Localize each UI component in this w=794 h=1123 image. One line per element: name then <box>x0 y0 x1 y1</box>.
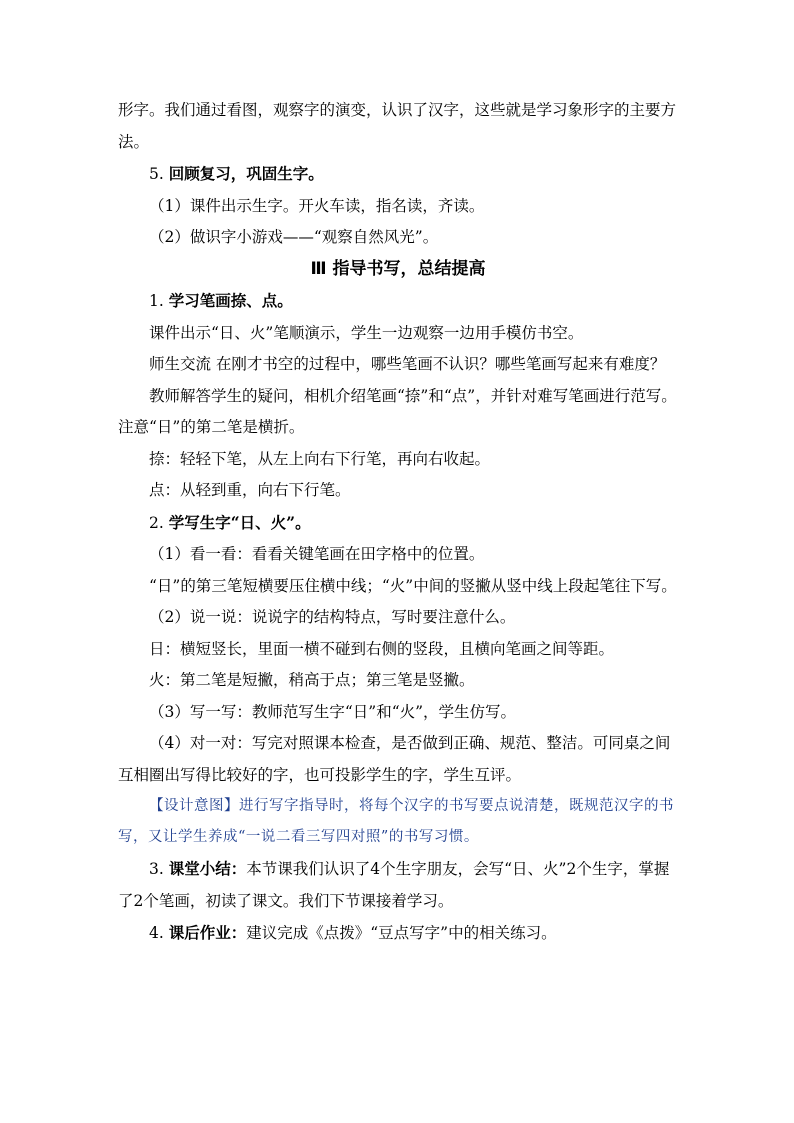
numbered-item <box>118 285 678 318</box>
item-number: 2. <box>149 513 164 532</box>
paragraph: 日：横短竖长，里面一横不碰到右侧的竖段，且横向笔画之间等距。 <box>149 639 615 658</box>
document-body <box>118 95 678 950</box>
item-title: 学写生字“日、火”。 <box>168 512 311 532</box>
item-title: 课后作业： <box>168 923 247 942</box>
paragraph: 形字。我们通过看图，观察字的演变，认识了汉字，这些就是学习象形字的主要方法。 <box>118 101 677 151</box>
paragraph: 点：从轻到重，向右下行笔。 <box>149 481 351 499</box>
numbered-item <box>118 158 678 191</box>
paragraph: 火：第二笔是短撇，稍高于点；第三笔是竖撇。 <box>149 671 475 689</box>
paragraph: “日”的第三笔短横要压住横中线；“火”中间的竖撇从竖中线上段起笔往下写。 <box>149 576 677 595</box>
paragraph: 捺：轻轻下笔，从左上向右下行笔，再向右收起。 <box>149 449 491 468</box>
paragraph: （1）课件出示生字。开火车读，指名读，齐读。 <box>149 196 485 215</box>
item-text: 建议完成《点拨》“豆点写字”中的相关练习。 <box>246 924 557 942</box>
paragraph: （4）对一对：写完对照课本检查，是否做到正确、规范、整洁。可同桌之间互相圈出写得比较好的字，也可投影学生的字，学生互评。 <box>118 734 671 784</box>
item-number: 3. <box>149 860 164 878</box>
paragraph: （1）看一看：看看关键笔画在田字格中的位置。 <box>149 545 485 563</box>
design-intent-note: 【设计意图】进行写字指导时，将每个汉字的书写要点说清楚，既规范汉字的书写，又让学生养成“一说二看三写四对照”的书写习惯。 <box>118 798 674 845</box>
numbered-item <box>118 917 678 950</box>
item-title: 课堂小结： <box>168 859 247 878</box>
item-number: 4. <box>149 924 164 942</box>
item-number: 1. <box>149 292 164 310</box>
item-title: 学习笔画捺、点。 <box>168 291 293 310</box>
item-text: 本节课我们认识了4个生字朋友，会写“日、火”2个生字，掌握了2个笔画，初读了课文。我们下节课接着学习。 <box>118 860 670 910</box>
paragraph: （2）说一说：说说字的结构特点，写时要注意什么。 <box>149 608 516 626</box>
paragraph: （2）做识字小游戏——“观察自然风光”。 <box>149 228 439 246</box>
numbered-item <box>118 853 678 917</box>
paragraph: （3）写一写：教师范写生字“日”和“火”，学生仿写。 <box>149 702 517 721</box>
paragraph: 课件出示“日、火”笔顺演示，学生一边观察一边用手模仿书空。 <box>149 323 584 342</box>
paragraph: 师生交流 在刚才书空的过程中，哪些笔画不认识？哪些笔画写起来有难度？ <box>149 355 666 373</box>
paragraph: 教师解答学生的疑问，相机介绍笔画“捺”和“点”，并针对难写笔画进行范写。注意“日”的第二笔是横折。 <box>118 386 677 436</box>
item-title: 回顾复习，巩固生字。 <box>168 164 324 183</box>
numbered-item <box>118 507 678 540</box>
section-heading: Ⅲ 指导书写，总结提高 <box>310 258 486 279</box>
item-number: 5. <box>149 165 164 183</box>
